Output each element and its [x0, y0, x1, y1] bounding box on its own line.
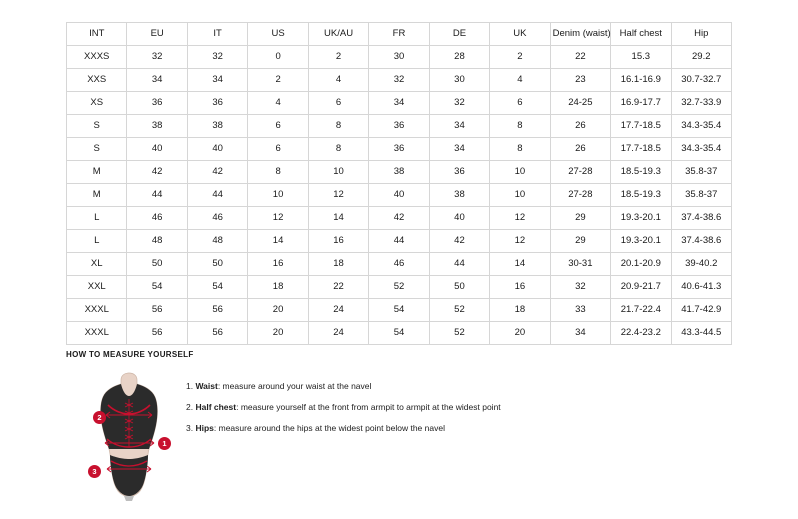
how-to-measure-section	[66, 350, 746, 504]
table-cell: 27-28	[550, 161, 610, 184]
table-cell: 0	[248, 46, 308, 69]
table-cell: 21.7-22.4	[611, 299, 671, 322]
measure-note	[186, 423, 746, 433]
table-cell: 46	[127, 207, 187, 230]
table-cell: 48	[127, 230, 187, 253]
table-cell: 34	[550, 322, 610, 345]
table-header-row	[67, 23, 732, 46]
table-row	[67, 92, 732, 115]
table-cell: 12	[490, 230, 550, 253]
table-cell: M	[67, 161, 127, 184]
table-cell: 44	[187, 184, 247, 207]
table-cell: 6	[248, 115, 308, 138]
table-row	[67, 230, 732, 253]
table-cell: XL	[67, 253, 127, 276]
table-cell: 56	[187, 322, 247, 345]
table-cell: 38	[127, 115, 187, 138]
table-cell: 32	[187, 46, 247, 69]
measure-note-text: : measure yourself at the front from armpit to armpit at the widest point	[236, 402, 501, 413]
table-cell: 34.3-35.4	[671, 115, 731, 138]
table-cell: 12	[308, 184, 368, 207]
table-cell: 40	[369, 184, 429, 207]
table-cell: 36	[127, 92, 187, 115]
table-cell: 20.1-20.9	[611, 253, 671, 276]
table-cell: 48	[187, 230, 247, 253]
table-cell: 30	[429, 69, 489, 92]
how-to-measure-title: HOW TO MEASURE YOURSELF	[66, 350, 194, 359]
size-table-container	[66, 22, 732, 345]
table-column-header: FR	[369, 23, 429, 46]
table-cell: 2	[308, 46, 368, 69]
table-cell: 35.8-37	[671, 184, 731, 207]
table-cell: 4	[248, 92, 308, 115]
table-row	[67, 69, 732, 92]
table-cell: 42	[187, 161, 247, 184]
table-cell: 2	[248, 69, 308, 92]
measure-note-number: 1.	[186, 381, 194, 391]
table-cell: 37.4-38.6	[671, 207, 731, 230]
table-cell: 28	[429, 46, 489, 69]
table-cell: 17.7-18.5	[611, 138, 671, 161]
table-cell: 32	[127, 46, 187, 69]
table-cell: 50	[429, 276, 489, 299]
table-cell: 41.7-42.9	[671, 299, 731, 322]
table-cell: 10	[248, 184, 308, 207]
table-cell: 26	[550, 138, 610, 161]
table-cell: 16	[490, 276, 550, 299]
measure-note-term: Half chest	[195, 402, 237, 413]
table-cell: 23	[550, 69, 610, 92]
table-cell: 32	[369, 69, 429, 92]
table-cell: 40	[187, 138, 247, 161]
table-cell: 20	[248, 322, 308, 345]
table-cell: XXL	[67, 276, 127, 299]
table-cell: S	[67, 138, 127, 161]
table-row	[67, 207, 732, 230]
table-cell: 27-28	[550, 184, 610, 207]
table-cell: 29	[550, 207, 610, 230]
table-cell: 42	[127, 161, 187, 184]
table-cell: 36	[369, 138, 429, 161]
table-cell: 32	[429, 92, 489, 115]
size-conversion-table	[66, 22, 732, 345]
table-cell: 8	[490, 115, 550, 138]
table-cell: 4	[308, 69, 368, 92]
table-cell: 18.5-19.3	[611, 161, 671, 184]
table-cell: 52	[369, 276, 429, 299]
table-cell: 18.5-19.3	[611, 184, 671, 207]
table-cell: 34	[429, 138, 489, 161]
table-cell: 24	[308, 322, 368, 345]
table-cell: 34.3-35.4	[671, 138, 731, 161]
table-cell: 56	[187, 299, 247, 322]
table-cell: 52	[429, 322, 489, 345]
table-cell: 42	[369, 207, 429, 230]
table-cell: 40	[429, 207, 489, 230]
table-cell: 8	[248, 161, 308, 184]
table-cell: 44	[127, 184, 187, 207]
table-cell: 14	[490, 253, 550, 276]
table-cell: 18	[248, 276, 308, 299]
table-cell: 16	[248, 253, 308, 276]
table-row	[67, 138, 732, 161]
table-column-header: UK/AU	[308, 23, 368, 46]
table-cell: 40	[127, 138, 187, 161]
table-cell: 56	[127, 322, 187, 345]
table-cell: 40.6-41.3	[671, 276, 731, 299]
measure-notes	[186, 369, 746, 445]
measure-note-term: Waist	[195, 381, 218, 391]
table-column-header: UK	[490, 23, 550, 46]
table-column-header: INT	[67, 23, 127, 46]
table-cell: 10	[490, 184, 550, 207]
table-cell: 12	[248, 207, 308, 230]
table-cell: 18	[308, 253, 368, 276]
table-cell: 54	[127, 276, 187, 299]
table-cell: 46	[187, 207, 247, 230]
table-cell: 4	[490, 69, 550, 92]
table-cell: 22	[550, 46, 610, 69]
table-cell: L	[67, 230, 127, 253]
table-cell: 16.1-16.9	[611, 69, 671, 92]
table-cell: 24	[308, 299, 368, 322]
table-cell: 43.3-44.5	[671, 322, 731, 345]
table-cell: 24-25	[550, 92, 610, 115]
table-cell: 46	[369, 253, 429, 276]
table-cell: 33	[550, 299, 610, 322]
badge-waist: 1	[158, 437, 171, 450]
table-cell: 20.9-21.7	[611, 276, 671, 299]
table-header	[67, 23, 732, 46]
measure-body	[66, 369, 746, 504]
table-cell: 44	[429, 253, 489, 276]
table-cell: S	[67, 115, 127, 138]
table-cell: 14	[248, 230, 308, 253]
measure-note	[186, 381, 746, 391]
table-column-header: IT	[187, 23, 247, 46]
table-cell: M	[67, 184, 127, 207]
badge-half-chest: 2	[93, 411, 106, 424]
table-cell: 15.3	[611, 46, 671, 69]
table-cell: 26	[550, 115, 610, 138]
table-cell: 8	[308, 115, 368, 138]
table-cell: 35.8-37	[671, 161, 731, 184]
measure-note	[186, 402, 746, 412]
mannequin-illustration	[86, 369, 172, 501]
measure-note-number: 2.	[186, 402, 194, 413]
table-cell: 38	[369, 161, 429, 184]
table-cell: 14	[308, 207, 368, 230]
table-cell: 34	[187, 69, 247, 92]
table-cell: 32	[550, 276, 610, 299]
mannequin-figure-container	[66, 369, 186, 504]
table-cell: 38	[187, 115, 247, 138]
table-cell: 34	[429, 115, 489, 138]
table-column-header: DE	[429, 23, 489, 46]
table-cell: 6	[490, 92, 550, 115]
table-cell: 16	[308, 230, 368, 253]
table-cell: 34	[369, 92, 429, 115]
table-cell: 8	[308, 138, 368, 161]
table-cell: 8	[490, 138, 550, 161]
table-cell: 22.4-23.2	[611, 322, 671, 345]
measure-note-term: Hips	[195, 423, 214, 434]
table-cell: 19.3-20.1	[611, 230, 671, 253]
table-cell: 16.9-17.7	[611, 92, 671, 115]
table-cell: 36	[187, 92, 247, 115]
table-column-header: Denim (waist)	[550, 23, 610, 46]
table-column-header: EU	[127, 23, 187, 46]
table-cell: 54	[369, 322, 429, 345]
table-cell: 37.4-38.6	[671, 230, 731, 253]
measure-note-text: : measure around the hips at the widest point below the navel	[213, 423, 445, 434]
table-cell: 20	[490, 322, 550, 345]
table-cell: 30	[369, 46, 429, 69]
table-cell: 6	[308, 92, 368, 115]
table-cell: 34	[127, 69, 187, 92]
table-cell: 54	[187, 276, 247, 299]
table-cell: 6	[248, 138, 308, 161]
table-cell: 10	[308, 161, 368, 184]
table-cell: 12	[490, 207, 550, 230]
table-cell: 50	[127, 253, 187, 276]
table-column-header: Hip	[671, 23, 731, 46]
table-body	[67, 46, 732, 345]
table-cell: XS	[67, 92, 127, 115]
measure-note-text: : measure around your waist at the navel	[217, 381, 372, 391]
table-cell: XXS	[67, 69, 127, 92]
table-cell: 39-40.2	[671, 253, 731, 276]
table-cell: 29.2	[671, 46, 731, 69]
table-row	[67, 253, 732, 276]
table-cell: 50	[187, 253, 247, 276]
table-cell: 20	[248, 299, 308, 322]
table-row	[67, 299, 732, 322]
table-cell: 30.7-32.7	[671, 69, 731, 92]
table-cell: 44	[369, 230, 429, 253]
table-cell: 30-31	[550, 253, 610, 276]
table-cell: 19.3-20.1	[611, 207, 671, 230]
table-cell: 2	[490, 46, 550, 69]
table-cell: L	[67, 207, 127, 230]
table-cell: 32.7-33.9	[671, 92, 731, 115]
measure-note-number: 3.	[186, 423, 194, 434]
table-row	[67, 115, 732, 138]
table-cell: XXXS	[67, 46, 127, 69]
table-cell: XXXL	[67, 322, 127, 345]
table-cell: 22	[308, 276, 368, 299]
table-cell: XXXL	[67, 299, 127, 322]
table-cell: 10	[490, 161, 550, 184]
table-cell: 17.7-18.5	[611, 115, 671, 138]
table-row	[67, 161, 732, 184]
table-column-header: US	[248, 23, 308, 46]
table-cell: 18	[490, 299, 550, 322]
table-cell: 42	[429, 230, 489, 253]
table-cell: 56	[127, 299, 187, 322]
badge-hips: 3	[88, 465, 101, 478]
table-row	[67, 46, 732, 69]
table-cell: 38	[429, 184, 489, 207]
table-row	[67, 276, 732, 299]
table-cell: 36	[369, 115, 429, 138]
table-row	[67, 184, 732, 207]
table-row	[67, 322, 732, 345]
table-cell: 54	[369, 299, 429, 322]
table-column-header: Half chest	[611, 23, 671, 46]
table-cell: 52	[429, 299, 489, 322]
table-cell: 29	[550, 230, 610, 253]
table-cell: 36	[429, 161, 489, 184]
